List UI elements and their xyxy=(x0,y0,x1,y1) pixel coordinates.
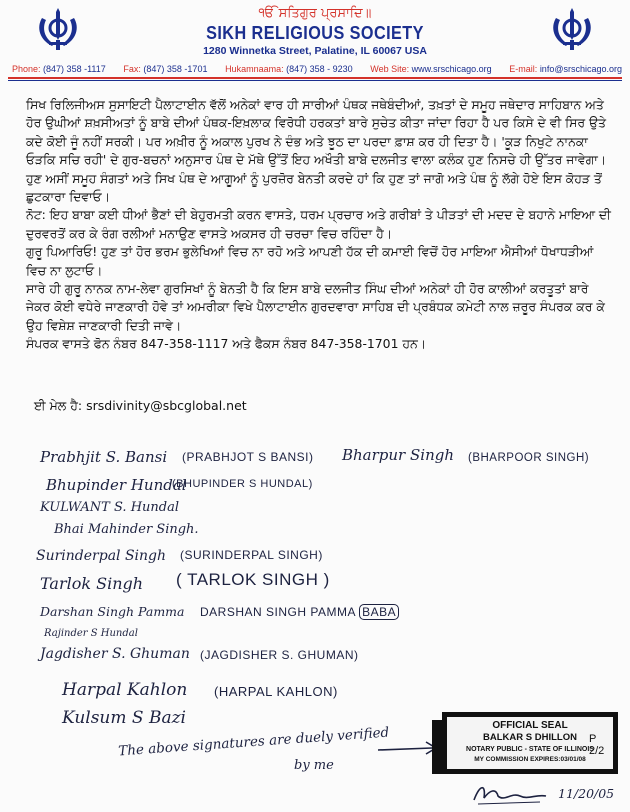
signature: Jagdisher S. Ghuman xyxy=(40,646,190,662)
signature: KULWANT S. Hundal xyxy=(40,500,180,515)
letter-paragraph: ਸਾਰੇ ਹੀ ਗੁਰੂ ਨਾਨਕ ਨਾਮ-ਲੇਵਾ ਗੁਰਸਿਖਾਂ ਨੂੰ ਬੇਨਤੀ ਹੈ ਕਿ ਇਸ ਬਾਬੇ ਦਲਜੀਤ ਸਿੰਘ ਦੀਆਂ ਅਨੇਕਾਂ ਹੀ ਹੋਰ ਕਾਲੀਆਂ ਕਰਤੂਤਾਂ ਬਾਰੇ ਜੇਕਰ ਕੋਈ ਵਧੇਰੇ ਜਾਣਕਾਰੀ ਹੋਵੇ ਤਾਂ ਅਮਰੀਕਾ ਵਿਖੇ ਪੈਲਾਟਾਈਨ ਗੁਰਦਵਾਰਾ ਸਾਹਿਬ ਦੀ ਪ੍ਰਬੰਧਕ ਕਮੇਟੀ ਨਾਲ ਜ਼ਰੂਰ ਸੰਪਰਕ ਕਰ ਕੇ ਉਹ ਵਿਸ਼ੇਸ਼ ਜਾਣਕਾਰੀ ਦਿਤੀ ਜਾਵੇ। xyxy=(26,281,605,333)
signature-printed-name: ( TARLOK SINGH ) xyxy=(176,570,330,589)
arrow-icon xyxy=(376,738,440,758)
org-name: SIKH RELIGIOUS SOCIETY xyxy=(206,23,424,43)
letter-body xyxy=(26,96,616,354)
signature-printed-name: (HARPAL KAHLON) xyxy=(214,684,338,699)
signature-date: 11/20/05 xyxy=(558,786,615,801)
letter-paragraph: ਨੋਟ: ਇਹ ਬਾਬਾ ਕਈ ਧੀਆਂ ਭੈਣਾਂ ਦੀ ਬੇਹੁਰਮਤੀ ਕਰਨ ਵਾਸਤੇ, ਧਰਮ ਪ੍ਰਚਾਰ ਅਤੇ ਗਰੀਬਾਂ ਤੇ ਪੀੜਤਾਂ ਦੀ ਮਦਦ ਦੇ ਬਹਾਨੇ ਮਾਇਆ ਦੀ ਦੁਰਵਰਤੋਂ ਕਰ ਕੇ ਰੰਗ ਰਲੀਆਂ ਮਨਾਉਣ ਵਾਸਤੇ ਅਕਸਰ ਹੀ ਚਰਚਾ ਵਿਚ ਰਹਿੰਦਾ ਹੈ। xyxy=(26,207,611,241)
header-divider xyxy=(8,77,622,79)
signature: Bharpur Singh xyxy=(342,446,454,464)
signature: Tarlok Singh xyxy=(40,574,144,593)
contact-email: E-mail: info@srschicago.org xyxy=(509,64,622,74)
notary-signature xyxy=(470,780,550,808)
org-address: 1280 Winnetka Street, Palatine, IL 60067 USA xyxy=(203,45,427,57)
contact-fax: Fax: (847) 358 -1701 xyxy=(123,64,208,74)
letter-paragraph: ਸੰਪਰਕ ਵਾਸਤੇ ਫੋਨ ਨੰਬਰ 847-358-1117 ਅਤੇ ਫੈਕਸ ਨੰਬਰ 847-358-1701 ਹਨ। xyxy=(26,336,427,352)
signature-printed-name: (PRABHJOT S BANSI) xyxy=(182,450,314,464)
header-divider xyxy=(8,80,622,81)
notary-seal xyxy=(442,712,618,774)
signature-printed-name: (BHUPINDER S HUNDAL) xyxy=(172,478,313,490)
signature-printed-name: DARSHAN SINGH PAMMA BABA xyxy=(200,604,399,620)
verification-note: The above signatures are duely verified xyxy=(117,724,390,760)
signature: Rajinder S Hundal xyxy=(44,628,138,639)
contact-website: Web Site: www.srschicago.org xyxy=(370,64,492,74)
signature: Kulsum S Bazi xyxy=(62,708,186,728)
seal-notary-name: BALKAR S DHILLON xyxy=(483,732,577,743)
header-motto: ੴ ਸਤਿਗੁਰ ਪ੍ਰਸਾਦਿ॥ xyxy=(258,6,372,21)
signature-printed-name: (BHARPOOR SINGH) xyxy=(468,452,590,464)
contact-row xyxy=(12,64,622,74)
seal-commission-line: MY COMMISSION EXPIRES:03/01/08 xyxy=(474,756,586,763)
signature: Prabhjit S. Bansi xyxy=(40,448,168,466)
baba-box-label: BABA xyxy=(359,604,399,620)
signature: Darshan Singh Pamma xyxy=(40,604,185,619)
signature-printed-name: (JAGDISHER S. GHUMAN) xyxy=(200,648,359,662)
signature: Harpal Kahlon xyxy=(62,680,188,700)
email-address: srsdivinity@sbcglobal.net xyxy=(86,398,247,413)
signature: Bhupinder Hundal xyxy=(46,476,187,494)
signature-printed-name: (SURINDERPAL SINGH) xyxy=(180,548,323,562)
letter-paragraph: ਹੁਣ ਅਸੀਂ ਸਮੂਹ ਸੰਗਤਾਂ ਅਤੇ ਸਿਖ ਪੰਥ ਦੇ ਆਗੂਆਂ ਨੂੰ ਪੁਰਜ਼ੋਰ ਬੇਨਤੀ ਕਰਦੇ ਹਾਂ ਕਿ ਹੁਣ ਤਾਂ ਜਾਗੋ ਅਤੇ ਪੰਥ ਨੂੰ ਲੱਗੇ ਹੋਏ ਇਸ ਕੋਹੜ ਤੋਂ ਛੁਟਕਾਰਾ ਦਿਵਾਓ। xyxy=(26,170,602,205)
email-label: ਈ ਮੇਲ ਹੈ: xyxy=(34,398,83,413)
contact-hukamnaama: Hukamnaama: (847) 358 - 9230 xyxy=(225,64,353,74)
email-line xyxy=(34,398,247,414)
verification-by: by me xyxy=(294,758,334,773)
signature: Bhai Mahinder Singh. xyxy=(54,522,199,537)
seal-title: OFFICIAL SEAL xyxy=(492,720,568,731)
letter-paragraph: ਗੁਰੂ ਪਿਆਰਿਓ! ਹੁਣ ਤਾਂ ਹੋਰ ਭਰਮ ਭੁਲੇਖਿਆਂ ਵਿਚ ਨਾ ਰਹੋ ਅਤੇ ਆਪਣੀ ਹੱਕ ਦੀ ਕਮਾਈ ਵਿਚੋਂ ਹੋਰ ਮਾਇਆ ਐਸੀਆਂ ਧੋਖਾਧੜੀਆਂ ਵਿਚ ਨਾ ਲੁਟਾਓ। xyxy=(26,244,594,278)
contact-phone: Phone: (847) 358 -1117 xyxy=(12,64,106,74)
signature: Surinderpal Singh xyxy=(36,548,167,564)
page-number: P 2/2 xyxy=(589,733,613,757)
letter-paragraph: ਸਿਖ ਰਿਲਿਜੀਅਸ ਸੁਸਾਇਟੀ ਪੈਲਾਟਾਈਨ ਵੱਲੋਂ ਅਨੇਕਾਂ ਵਾਰ ਹੀ ਸਾਰੀਆਂ ਪੰਥਕ ਜਥੇਬੰਦੀਆਂ, ਤਖ਼ਤਾਂ ਦੇ ਸਮੂਹ ਜਥੇਦਾਰ ਸਾਹਿਬਾਨ ਅਤੇ ਹੋਰ ਉਘੀਆਂ ਸ਼ਖ਼ਸੀਅਤਾਂ ਨੂੰ ਬਾਬੇ ਦੀਆਂ ਪੰਥਕ-ਇਖ਼ਲਾਕ ਵਿਰੋਧੀ ਹਰਕਤਾਂ ਬਾਰੇ ਸੁਚੇਤ ਕੀਤਾ ਜਾਂਦਾ ਰਿਹਾ ਹੈ ਪਰ ਕਿਸੇ ਦੇ ਵੀ ਸਿਰ ਉਤੇ ਕਦੇ ਕੋਈ ਜੂੰ ਨਹੀਂ ਸਰਕੀ। ਪਰ ਅਖ਼ੀਰ ਨੂੰ ਅਕਾਲ ਪੁਰਖ ਨੇ ਦੰਭ ਅਤੇ ਝੂਠ ਦਾ ਪਰਦਾ ਫ਼ਾਸ਼ ਕਰ ਹੀ ਦਿਤਾ ਹੈ। 'ਕੂੜ ਨਿਖੁਟੇ ਨਾਨਕਾ ਓੜਕਿ ਸਚਿ ਰਹੀ' ਦੇ ਗੁਰ-ਬਚਨਾਂ ਅਨੁਸਾਰ ਪੰਥ ਦੇ ਮੱਥੇ ਉੱਤੋਂ ਇਹ ਅਖੌਤੀ ਬਾਬੇ ਦਲਜੀਤ ਵਾਲਾ ਕਲੰਕ ਹੁਣ ਨਿਸਚੇ ਹੀ ਉੱਤਰ ਜਾਵੇਗਾ। xyxy=(26,97,607,168)
seal-state-line: NOTARY PUBLIC - STATE OF ILLINOIS xyxy=(466,746,594,753)
